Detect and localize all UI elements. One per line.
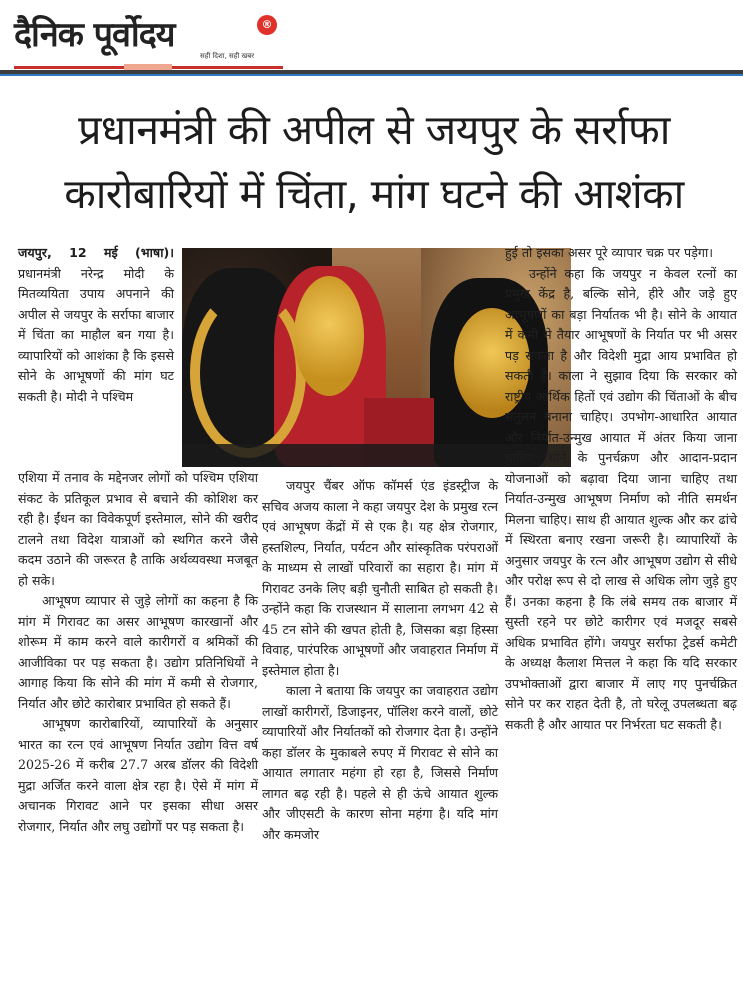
- col3-paragraph: हुई तो इसका असर पूरे व्यापार चक्र पर पड़ेगा।: [505, 245, 713, 260]
- opening-text: प्रधानमंत्री नरेन्द्र मोदी के मितव्ययिता उपाय अपनाने की अपील से जयपुर के सर्राफा बाजार में चिंता का माहौल बन गया है। व्यापारियों को आशंका है कि इससे सोने के आभूषणों की मांग घट सकती है। मोदी ने पश्चिम: [18, 265, 174, 404]
- col2-paragraph: जयपुर चैंबर ऑफ कॉमर्स एंड इंडस्ट्रीज के सचिव अजय काला ने कहा जयपुर देश के प्रमुख रत्न एवं आभूषण केंद्रों में से एक है। यह क्षेत्र रोजगार, हस्तशिल्प, निर्यात, पर्यटन और सांस्कृतिक परंपराओं के माध्यम से लाखों परिवारों का सहारा है। मांग में गिरावट उनके लिए बड़ी चुनौती साबित हो सकती है। उन्होंने कहा कि राजस्थान में सालाना लगभग 42 से 45 टन सोने की खपत होती है, जिसका बड़ा हिस्सा विवाह, पारंपरिक आभूषणों और जवाहरात निर्माण में इस्तेमाल होता है।: [262, 478, 498, 678]
- article-column-1-top: [18, 243, 174, 407]
- article-column-1: [18, 468, 258, 837]
- opening-paragraph: [18, 243, 174, 407]
- logo-tagline: सही दिशा, सही खबर: [200, 52, 255, 60]
- col1-paragraph: आभूषण व्यापार से जुड़े लोगों का कहना है कि मांग में गिरावट का असर आभूषण कारखानों और शोरूम में काम करने वाले कारीगरों व श्रमिकों की आजीविका पर पड़ सकता है। उद्योग प्रतिनिधियों ने आगाह किया कि सोने की मांग में कमी से रोजगार, निर्यात और छोटे कारोबार प्रभावित हो सकते हैं।: [18, 593, 258, 711]
- masthead-blue-rule: [0, 74, 743, 76]
- col3-paragraph: उन्होंने कहा कि जयपुर न केवल रत्नों का प्रमुख केंद्र है, बल्कि सोने, हीरे और जड़े हुए आभूषणों का बड़ा निर्यातक भी है। सोने के आयात में कमी से तैयार आभूषणों के निर्यात पर भी असर पड़ सकता है और विदेशी मुद्रा आय प्रभावित हो सकती है। काला ने सुझाव दिया कि सरकार को राष्ट्रीय आर्थिक हितों एवं उद्योग की चिंताओं के बीच संतुलन बनाना चाहिए। उपभोग-आधारित आयात और निर्यात-उन्मुख आयात में अंतर किया जाना चाहिए, सोने के पुनर्चक्रण और आदान-प्रदान योजनाओं को बढ़ावा दिया जाना चाहिए तथा निर्यात-उन्मुख आभूषण निर्माण को नीति समर्थन मिलना चाहिए। साथ ही आयात शुल्क और कर ढांचे में स्थिरता बनाए रखना जरूरी है। व्यापारियों के अनुसार जयपुर के रत्न और आभूषण उद्योग से सीधे और परोक्ष रूप से दो लाख से अधिक लोग जुड़े हुए हैं। उनका कहना है कि लंबे समय तक बाजार में सुस्ती रहने पर छोटे कारीगर एवं मजदूर सबसे अधिक प्रभावित होंगे। जयपुर सर्राफा ट्रेडर्स कमेटी के अध्यक्ष कैलाश मित्तल ने कहा कि यदि सरकार उपभोक्ताओं द्वारा बाजार में लाए गए पुनर्चक्रित सोने पर कर राहत देती है, तो घरेलू उपलब्धता बढ़ सकती है और आयात पर निर्भरता घट सकती है।: [505, 265, 737, 732]
- gold-necklace-left: [190, 288, 306, 458]
- col1-paragraph: आभूषण कारोबारियों, व्यापारियों के अनुसार भारत का रत्न एवं आभूषण निर्यात उद्योग वित्त वर्ष 2025-26 में करीब 27.7 अरब डॉलर की विदेशी मुद्रा अर्जित करने वाला क्षेत्र रहा है। ऐसे में मांग में अचानक गिरावट आने पर इसका सीधा असर रोजगार, निर्यात और लघु उद्योगों पर पड़ सकता है।: [18, 716, 258, 834]
- registered-mark-icon: ®: [257, 15, 277, 35]
- article-column-3: [505, 243, 737, 735]
- newspaper-logo: दैनिक पूर्वोदय: [14, 15, 175, 55]
- masthead: [0, 0, 743, 74]
- col1-paragraph: एशिया में तनाव के मद्देनजर लोगों को पश्चिम एशिया संकट के प्रतिकूल प्रभाव से बचाने की कोशिश कर रही है। ईंधन का विवेकपूर्ण इस्तेमाल, सोने की खरीद टालने तथा विदेश यात्राओं को स्थगित करने जैसे कदम उठाने की जरूरत है ताकि अर्थव्यवस्था मजबूत हो सके।: [18, 470, 258, 588]
- gold-necklace-center: [294, 276, 364, 396]
- dateline: जयपुर, 12 मई (भाषा)।: [18, 245, 174, 260]
- col2-paragraph: काला ने बताया कि जयपुर का जवाहरात उद्योग लाखों कारीगरों, डिजाइनर, पॉलिश करने वालों, छोटे व्यापारियों और निर्यातकों को रोजगार देता है। उन्होंने कहा डॉलर के मुकाबले रुपए में गिरावट से सोने का आयात लगातार महंगा हो रहा है, जिससे निर्माण लागत बढ़ रही है। पहले से ही ऊंचे आयात शुल्क और जीएसटी के कारण सोना महंगा है। यदि मांग और कमजोर: [262, 683, 498, 842]
- article-column-2: [262, 476, 498, 845]
- article-headline: प्रधानमंत्री की अपील से जयपुर के सर्राफा कारोबारियों में चिंता, मांग घटने की आशंका: [64, 106, 684, 218]
